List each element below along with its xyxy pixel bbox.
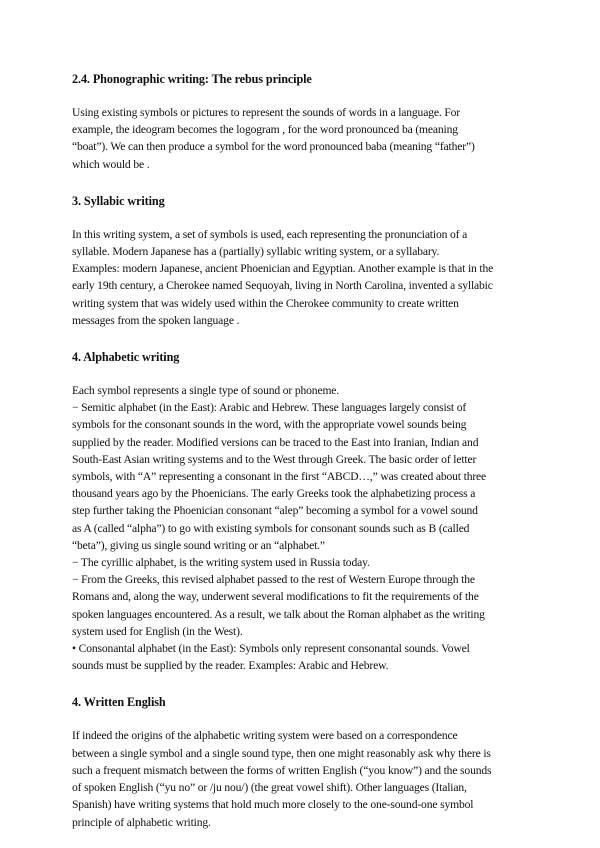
text-line: − Semitic alphabet (in the East): Arabic and Hebrew. These languages largely consist of (72, 401, 467, 415)
text-line: supplied by the reader. Modified versions can be traced to the East into Iranian, Indian and (72, 435, 479, 449)
section-syllabic-writing (72, 192, 534, 348)
text-line: “boat”). We can then produce a symbol for the word pronounced baba (meaning “father”) (72, 140, 475, 154)
text-line: messages from the spoken language . (72, 313, 240, 327)
section-heading: 2.4. Phonographic writing: The rebus principle (72, 72, 312, 86)
text-line: If indeed the origins of the alphabetic writing system were based on a correspondence (72, 729, 458, 743)
text-line: Using existing symbols or pictures to represent the sounds of words in a language. For (72, 106, 460, 119)
text-line: step further taking the Phoenician consonant “alep” becoming a symbol for a vowel sound (72, 504, 478, 518)
text-line: principle of alphabetic writing. (72, 815, 211, 829)
text-line: • Consonantal alphabet (in the East): Symbols only represent consonantal sounds. Vowel (72, 642, 470, 656)
text-line: − The cyrillic alphabet, is the writing system used in Russia today. (72, 556, 370, 570)
text-line: early 19th century, a Cherokee named Sequoyah, living in North Carolina, invented a syllabic (72, 279, 493, 293)
text-line: thousand years ago by the Phoenicians. The early Greeks took the alphabetizing process a (72, 487, 476, 501)
text-line: between a single symbol and a single sound type, then one might reasonably ask why there is (72, 746, 491, 760)
section-paragraph (72, 727, 534, 830)
text-line: − From the Greeks, this revised alphabet passed to the rest of Western Europe through the (72, 573, 475, 587)
section-heading: 4. Alphabetic writing (72, 350, 180, 365)
section-heading: 3. Syllabic writing (72, 193, 165, 208)
text-line: Spanish) have writing systems that hold much more closely to the one-sound-one symbol (72, 798, 474, 812)
text-line: “beta”), giving us single sound writing or an “alphabet.” (72, 538, 325, 552)
section-alphabetic-writing (72, 348, 534, 693)
document-page (72, 70, 534, 831)
text-line: system used for English (in the West). (72, 624, 243, 638)
text-line: Each symbol represents a single type of sound or phoneme. (72, 384, 340, 398)
text-line: of spoken English (“yu no” or /ju nou/) (the great vowel shift). Other languages (Italian, (72, 781, 467, 795)
section-paragraph (72, 382, 534, 674)
text-line: In this writing system, a set of symbols is used, each representing the pronunciation of a (72, 227, 468, 241)
text-line: syllable. Modern Japanese has a (partially) syllabic writing system, or a syllabary. (72, 245, 440, 259)
text-line: writing system that was widely used within the Cherokee community to create written (72, 296, 459, 310)
section-heading: 4. Written English (72, 695, 166, 710)
text-line: such a frequent mismatch between the forms of written English (“you know”) and the sounds (72, 763, 492, 777)
section-paragraph (72, 104, 534, 173)
text-line: symbols, with “A” representing a consonant in the first “ABCD…,” was created about three (72, 470, 487, 484)
section-paragraph (72, 226, 534, 329)
text-line: Examples: modern Japanese, ancient Phoenician and Egyptian. Another example is that in the (72, 262, 494, 276)
text-line: as A (called “alpha”) to go with existing symbols for consonant sounds such as B (called (72, 521, 470, 535)
text-line: Romans and, along the way, underwent several modifications to fit the requirements of the (72, 590, 479, 604)
text-line: South-East Asian writing systems and to the West through Greek. The basic order of letter (72, 452, 477, 466)
text-line: sounds must be supplied by the reader. Examples: Arabic and Hebrew. (72, 659, 389, 673)
text-line: spoken languages encountered. As a result, we talk about the Roman alphabet as the writing (72, 607, 485, 621)
text-line: which would be . (72, 157, 150, 171)
section-rebus-principle (72, 70, 534, 192)
section-written-english (72, 693, 534, 830)
text-line: symbols for the consonant sounds in the word, with the appropriate vowel sounds being (72, 418, 467, 432)
text-line: example, the ideogram becomes the logogram , for the word pronounced ba (meaning (72, 123, 458, 137)
